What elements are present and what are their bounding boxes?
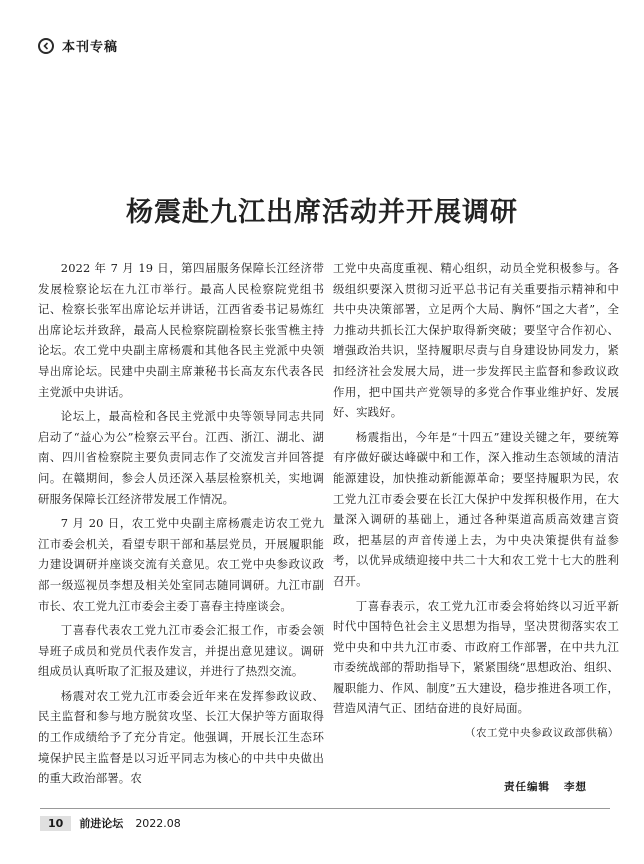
paragraph: 论坛上，最高检和各民主党派中央等领导同志共同启动了“益心为公”检察云平台。江西、浙江、湖北、湖南、四川省检察院主要负责同志作了交流发言并回答提问。在赣期间，参会人员还深入基层检察机关，实地调研服务保障长江经济带发展工作情况。 xyxy=(38,409,324,506)
editor-name: 李想 xyxy=(564,781,587,793)
paragraph-continuation: 工党中央高度重视、精心组织，动员全党积极参与。各级组织要深入贯彻习近平总书记有关重要指示精神和中共中央决策部署，立足两个大局、胸怀“国之大者”，全力推动共抓长江大保护取得新突破；要坚守合作初心、增强政治共识，坚持履职尽责与自身建设协同发力，紧扣经济社会发展大局，进一步发挥民主监督和参政议政作用，把中国共产党领导的多党合作事业维护好、发展好、实践好。 xyxy=(333,261,619,420)
right-column xyxy=(333,258,619,744)
editor-label: 责任编辑 xyxy=(504,781,550,793)
left-column xyxy=(38,258,324,793)
footer-divider xyxy=(40,808,610,809)
paragraph: 杨震指出，今年是“十四五”建设关键之年，要统筹有序做好碳达峰碳中和工作，深入推动生态领域的清洁能源建设，加快推动新能源革命；要坚持履职为民，农工党九江市委会要在长江大保护中发挥积极作用，在大量深入调研的基础上，通过各种渠道高质高效建言资政，把基层的声音传递上去，为中央决策提供有益参考，以优异成绩迎接中共二十大和农工党十七大的胜利召开。 xyxy=(333,429,619,588)
paragraph: 杨震对农工党九江市委会近年来在发挥参政议政、民主监督和参与地方脱贫攻坚、长江大保护等方面取得的工作成绩给予了充分肯定。他强调，开展长江生态环境保护民主监督是以习近平同志为核心的中共中央做出的重大政治部署。农 xyxy=(38,688,324,786)
magazine-name: 前进论坛 xyxy=(79,817,124,830)
paragraph: 2022 年 7 月 19 日，第四届服务保障长江经济带发展检察论坛在九江市举行。最高人民检察院党组书记、检察长张军出席论坛并讲话，江西省委书记易炼红出席论坛并致辞，最高人民检察院副检察长张雪樵主持论坛。农工党中央副主席杨震和其他各民主党派中央领导出席论坛。民建中央副主席兼秘书长高友东代表各民主党派中央讲话。 xyxy=(38,261,324,399)
arrow-circle-icon xyxy=(38,38,54,54)
paragraph: 丁喜春代表农工党九江市委会汇报工作，市委会领导班子成员和党员代表作发言，并提出意见建议。调研组成员认真听取了汇报及建议，并进行了热烈交流。 xyxy=(38,623,324,679)
editor-credit xyxy=(504,779,587,794)
section-header xyxy=(38,36,118,55)
issue-number: 2022.08 xyxy=(135,816,181,830)
source-credit: （农工党中央参政议政部供稿） xyxy=(465,727,619,740)
page-number: 10 xyxy=(40,816,71,831)
page-footer xyxy=(40,814,610,832)
paragraph: 丁喜春表示，农工党九江市委会将始终以习近平新时代中国特色社会主义思想为指导，坚决贯彻落实农工党中央和中共九江市委、市政府工作部署，在中共九江市委统战部的帮助指导下，紧紧围绕“思想政治、组织、履职能力、作风、制度”五大建设，稳步推进各项工作，营造风清气正、团结奋进的良好局面。 xyxy=(333,598,619,716)
paragraph: 7 月 20 日，农工党中央副主席杨震走访农工党九江市委会机关，看望专职干部和基层党员，开展履职能力建设调研并座谈交流有关意见。农工党中央参政议政部一级巡视员李想及相关处室同志随同调研。九江市副市长、农工党九江市委会主委丁喜春主持座谈会。 xyxy=(38,516,324,613)
section-label: 本刊专稿 xyxy=(62,40,119,55)
article-title: 杨震赴九江出席活动并开展调研 xyxy=(126,197,518,228)
